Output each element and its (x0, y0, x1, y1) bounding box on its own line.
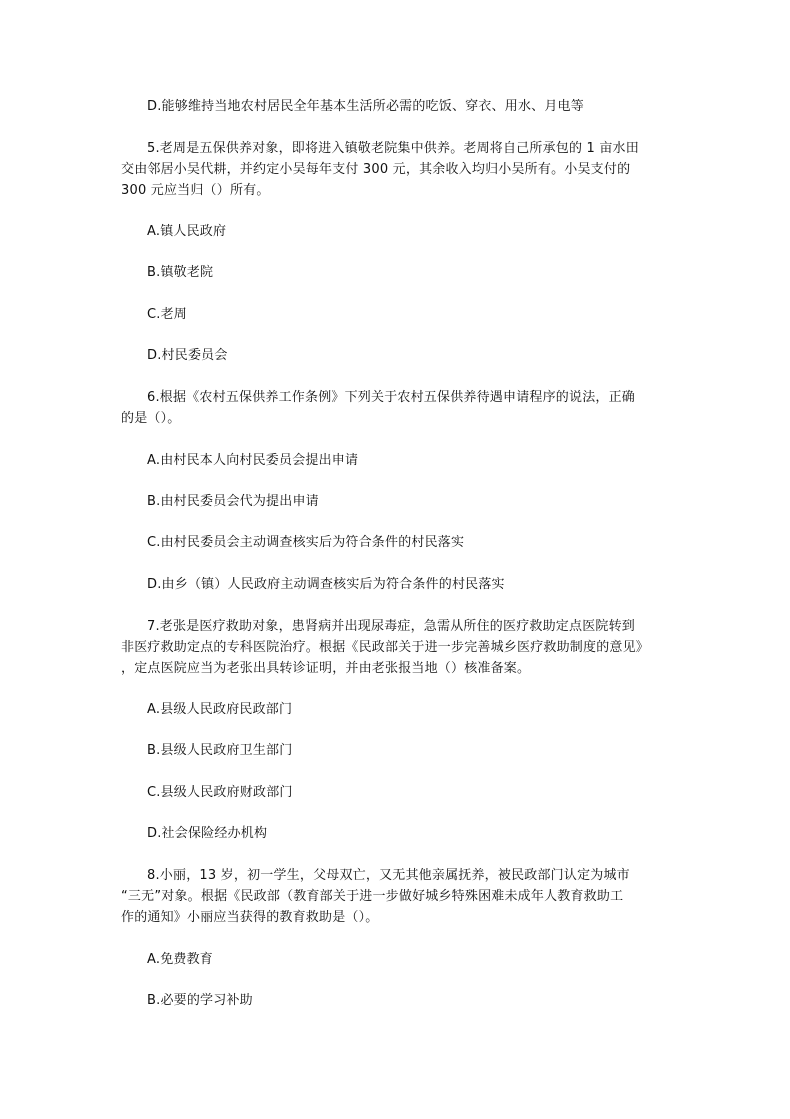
q7-stem-line-3: ，定点医院应当为老张出具转诊证明，并由老张报当地（）核准备案。 (121, 661, 531, 676)
q6-option-d: D.由乡（镇）人民政府主动调查核实后为符合条件的村民落实 (147, 577, 505, 592)
q5-stem-line-1: 5.老周是五保供养对象，即将进入镇敬老院集中供养。老周将自己所承包的 1 亩水田 (147, 141, 639, 156)
q7-stem-line-1: 7.老张是医疗救助对象，患肾病并出现尿毒症，急需从所住的医疗救助定点医院转到 (147, 619, 636, 634)
q5-stem-line-3: 300 元应当归（）所有。 (121, 183, 270, 198)
q8-option-a: A.免费教育 (147, 952, 213, 967)
q7-option-c: C.县级人民政府财政部门 (147, 785, 293, 800)
q5-stem-line-2: 交由邻居小吴代耕，并约定小吴每年支付 300 元，其余收入均归小吴所有。小吴支付的 (121, 162, 631, 177)
q7-option-b: B.县级人民政府卫生部门 (147, 743, 293, 758)
q6-option-b: B.由村民委员会代为提出申请 (147, 494, 319, 509)
q8-option-b: B.必要的学习补助 (147, 993, 253, 1008)
q6-option-c: C.由村民委员会主动调查核实后为符合条件的村民落实 (147, 535, 465, 550)
q6-stem-line-2: 的是（）。 (121, 411, 181, 426)
q5-option-a: A.镇人民政府 (147, 224, 227, 239)
q6-option-a: A.由村民本人向村民委员会提出申请 (147, 453, 359, 468)
q4-option-d: D.能够维持当地农村居民全年基本生活所必需的吃饭、穿衣、用水、月电等 (147, 99, 584, 114)
q8-stem-line-3: 作的通知》小丽应当获得的教育救助是（）。 (121, 910, 379, 925)
q5-option-c: C.老周 (147, 307, 188, 322)
q8-stem-line-2: “三无”对象。根据《民政部（教育部关于进一步做好城乡特殊困难未成年人教育救助工 (121, 889, 624, 904)
q5-option-d: D.村民委员会 (147, 348, 228, 363)
q8-stem-line-1: 8.小丽，13 岁，初一学生，父母双亡，又无其他亲属抚养，被民政部门认定为城市 (147, 868, 630, 883)
q7-stem-line-2: 非医疗救助定点的专科医院治疗。根据《民政部关于进一步完善城乡医疗救助制度的意见》 (121, 640, 650, 655)
q5-option-b: B.镇敬老院 (147, 265, 214, 280)
q7-option-d: D.社会保险经办机构 (147, 826, 268, 841)
q6-stem-line-1: 6.根据《农村五保供养工作条例》下列关于农村五保供养待遇申请程序的说法，正确 (147, 390, 636, 405)
q7-option-a: A.县级人民政府民政部门 (147, 702, 293, 717)
